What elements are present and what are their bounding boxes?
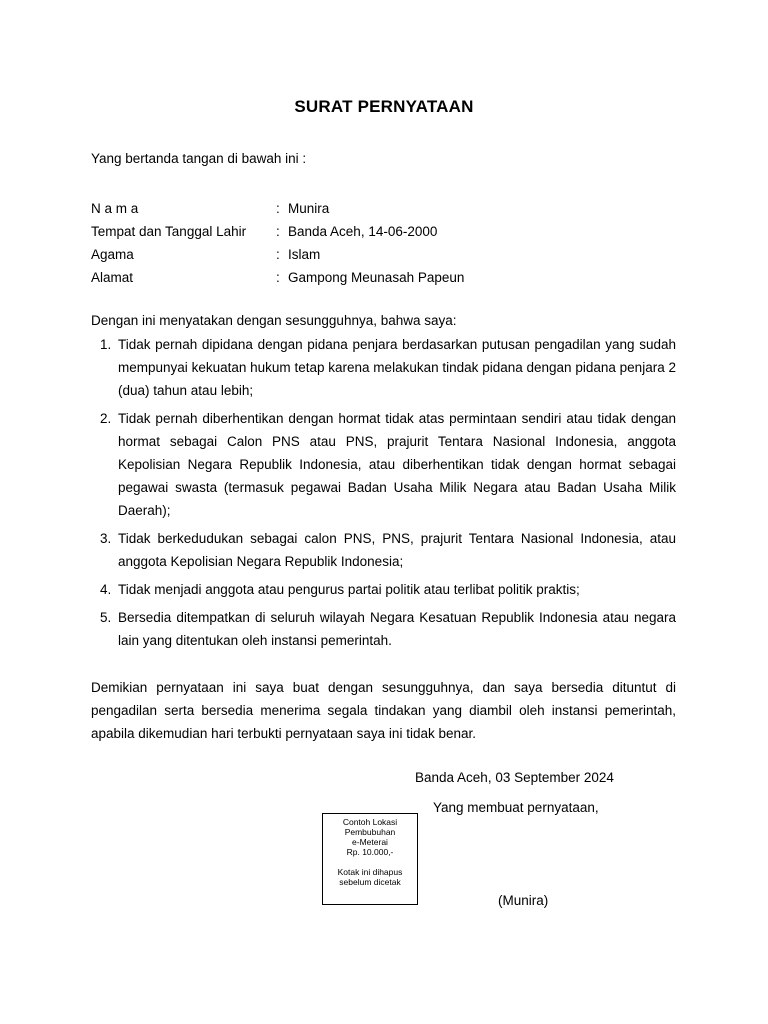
intro-text: Yang bertanda tangan di bawah ini :	[91, 151, 307, 166]
identity-value: Banda Aceh, 14-06-2000	[288, 224, 438, 239]
statement-item	[91, 333, 676, 402]
stamp-text-line: Rp. 10.000,-	[346, 847, 394, 857]
stamp-text-line: sebelum dicetak	[339, 877, 401, 887]
e-meterai-placeholder-box	[322, 813, 418, 905]
statement-item	[91, 578, 676, 601]
statement-item	[91, 606, 676, 652]
identity-colon: :	[276, 247, 280, 262]
identity-table	[91, 197, 464, 289]
identity-value: Islam	[288, 247, 321, 262]
statement-number: 5.	[100, 610, 112, 625]
identity-label: Alamat	[91, 270, 134, 285]
stamp-text-line: Contoh Lokasi	[342, 817, 398, 827]
identity-colon: :	[276, 224, 280, 239]
statement-list	[91, 333, 676, 657]
statement-text: Tidak pernah diberhentikan dengan hormat tidak atas permintaan sendiri atau tidak dengan hormat sebagai Calon PNS atau PNS, prajurit Tentara Nasional Indonesia, anggota Kepolisian Negara Republik Indonesia, atau diberhentikan tidak dengan hormat sebagai pegawai swasta (termasuk pegawai Badan Usaha Milik Negara atau Badan Usaha Milik Daerah);	[118, 411, 676, 518]
identity-row-name	[91, 197, 464, 220]
identity-value: Munira	[288, 201, 330, 216]
identity-colon: :	[276, 270, 280, 285]
signer-label: Yang membuat pernyataan,	[433, 800, 599, 815]
statement-text: Tidak pernah dipidana dengan pidana penjara berdasarkan putusan pengadilan yang sudah mempunyai kekuatan hukum tetap karena melakukan tindak pidana dengan pidana penjara 2 (dua) tahun atau lebih;	[118, 337, 676, 398]
closing-paragraph: Demikian pernyataan ini saya buat dengan sesungguhnya, dan saya bersedia dituntut di pengadilan serta bersedia menerima segala tindakan yang diambil oleh instansi pemerintah, apabila dikemudian hari terbukti pernyataan saya ini tidak benar.	[91, 680, 676, 741]
identity-label: N a m a	[91, 201, 139, 216]
stamp-text-line: e-Meterai	[352, 837, 388, 847]
place-and-date: Banda Aceh, 03 September 2024	[415, 770, 614, 785]
identity-label: Agama	[91, 247, 134, 262]
stamp-text-line: Pembubuhan	[344, 827, 396, 837]
statement-number: 2.	[100, 411, 112, 426]
statement-text: Tidak menjadi anggota atau pengurus partai politik atau terlibat politik praktis;	[118, 582, 580, 597]
statement-number: 4.	[100, 582, 112, 597]
statement-text: Bersedia ditempatkan di seluruh wilayah Negara Kesatuan Republik Indonesia atau negara lain yang ditentukan oleh instansi pemerintah.	[118, 610, 676, 648]
statement-number: 3.	[100, 531, 112, 546]
signer-name: (Munira)	[498, 893, 549, 908]
stamp-spacer	[323, 857, 417, 867]
statement-item	[91, 407, 676, 522]
statement-text: Tidak berkedudukan sebagai calon PNS, PNS, prajurit Tentara Nasional Indonesia, atau anggota Kepolisian Negara Republik Indonesia;	[118, 531, 676, 569]
identity-value: Gampong Meunasah Papeun	[288, 270, 465, 285]
statement-lead: Dengan ini menyatakan dengan sesungguhnya, bahwa saya:	[91, 313, 457, 328]
identity-row-birth	[91, 220, 464, 243]
stamp-text-line: Kotak ini dihapus	[337, 867, 403, 877]
identity-colon: :	[276, 201, 280, 216]
document-title: SURAT PERNYATAAN	[294, 97, 474, 116]
identity-label: Tempat dan Tanggal Lahir	[91, 224, 247, 239]
identity-row-address	[91, 266, 464, 289]
identity-row-religion	[91, 243, 464, 266]
statement-number: 1.	[100, 337, 112, 352]
statement-item	[91, 527, 676, 573]
